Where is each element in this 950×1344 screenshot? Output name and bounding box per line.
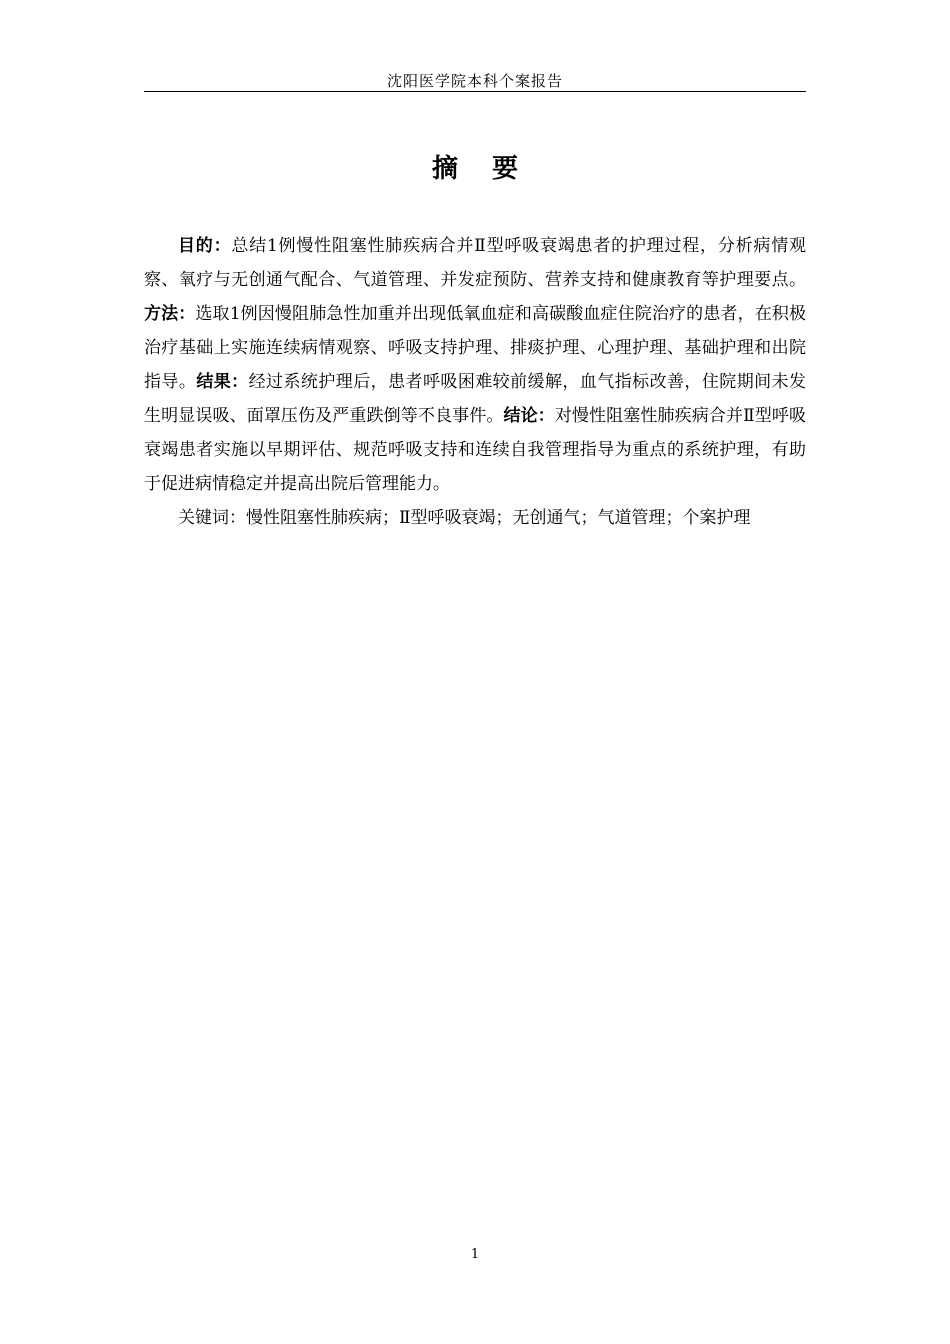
purpose-text: 总结1例慢性阻塞性肺疾病合并Ⅱ型呼吸衰竭患者的护理过程，分析病情观察、氧疗与无创通气配合、气道管理、并发症预防、营养支持和健康教育等护理要点。 [144, 236, 807, 290]
keywords-paragraph [144, 501, 806, 535]
method-text: 选取1例因慢阻肺急性加重并出现低氧血症和高碳酸血症住院治疗的患者，在积极治疗基础上实施连续病情观察、呼吸支持护理、排痰护理、心理护理、基础护理和出院指导。 [144, 304, 806, 392]
title-char-1: 摘 [431, 154, 458, 184]
conclusion-text: 对慢性阻塞性肺疾病合并Ⅱ型呼吸衰竭患者实施以早期评估、规范呼吸支持和连续自我管理指导为重点的系统护理，有助于促进病情稳定并提高出院后管理能力。 [144, 406, 807, 494]
title-char-2: 要 [492, 154, 519, 184]
result-label: 结果： [196, 372, 249, 392]
purpose-label: 目的： [178, 236, 232, 256]
abstract-paragraph [144, 229, 806, 501]
page-number: 1 [470, 1247, 480, 1262]
page-header: 沈阳医学院本科个案报告 [386, 72, 563, 90]
keywords-text: 慢性阻塞性肺疾病；Ⅱ型呼吸衰竭；无创通气；气道管理；个案护理 [246, 508, 751, 528]
page-title [144, 148, 806, 185]
conclusion-label: 结论： [503, 406, 555, 426]
keywords-label: 关键词： [178, 508, 246, 528]
abstract-body [144, 229, 806, 535]
method-label: 方法： [144, 304, 196, 324]
header-divider [144, 91, 806, 92]
result-text: 经过系统护理后，患者呼吸困难较前缓解，血气指标改善，住院期间未发生明显误吸、面罩压伤及严重跌倒等不良事件。 [144, 372, 807, 426]
